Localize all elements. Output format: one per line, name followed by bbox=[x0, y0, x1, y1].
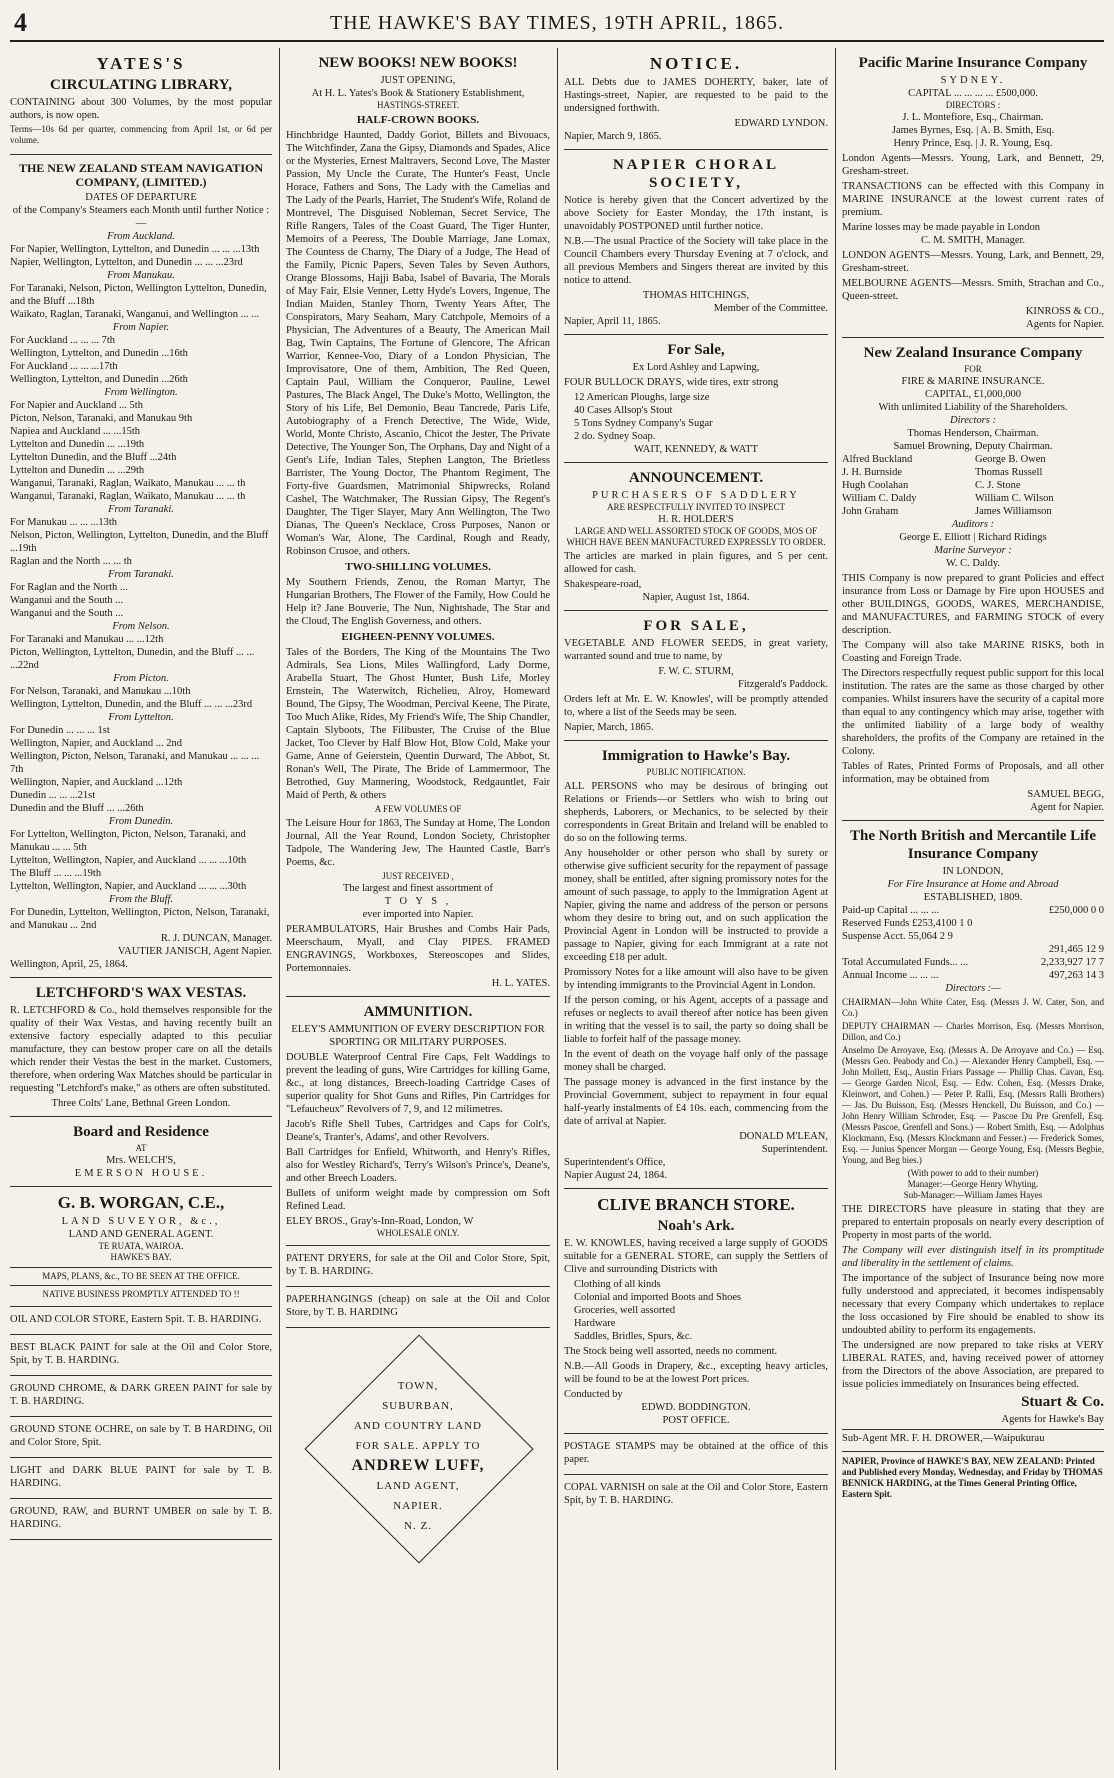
ad-body: The passage money is advanced in the first instance by the Provincial Government, subject to repayment in four equal half-yearly instalments of £4 10s. each, commencing from the date of arrival at Napier. bbox=[564, 1077, 828, 1127]
ad-role: Member of the Committee. bbox=[713, 303, 828, 314]
ad-body: The undersigned are now prepared to take risks at VERY LIBERAL RATES, and, having received power of attorney from the Directors of the above Association, are prepared to issue policies immediately on Insurances being effected. bbox=[842, 1340, 1104, 1390]
ad-title: Pacific Marine Insurance Company bbox=[858, 55, 1088, 71]
schedule-line: Nelson, Picton, Wellington, Lyttelton, Dunedin, and the Bluff ...19th bbox=[10, 530, 269, 554]
schedule-line: Lyttelton and Dunedin ... ...19th bbox=[10, 439, 145, 450]
schedule-line: For Napier and Auckland ... 5th bbox=[10, 400, 143, 411]
ad-line: George E. Elliott | Richard Ridings bbox=[899, 532, 1047, 543]
ad-body: The Company will also take MARINE RISKS, both in Coasting and Foreign Trade. bbox=[842, 640, 1104, 664]
column-rule bbox=[557, 48, 558, 1770]
ad-body: ALL PERSONS who may be desirous of bringing out Relations or Friends—or Settlers who wish to bring out shepherds, Laborers, or Mechanics, to be selected by their correspondents in Great Britain and Ireland will be enabled to do so on the following terms. bbox=[564, 781, 828, 844]
ad-line: POST OFFICE. bbox=[662, 1415, 730, 1426]
book-list: Hinchbridge Haunted, Daddy Goriot, Billets and Bivouacs, The Witchfinder, Zana the Gipsy, Diamonds and Spades, Alice or the Mysteries, Ernest Maltravers, Second Love, The Master Passion, My Uncle the Curate, The Hunter's Feast, Uncle Horace, Fathers and Sons, The Lady with the Camelias and The Lady of the Pearls, Harriet, The Student's Wife, Roland de Montrevel, The Disguised Nobleman, Secret Service, The Rifle Rangers, Tales of the Coast Guard, The Tiger Hunter, Memoirs of a Peeress, The Double Marriage, Jane Lomax, The Countess de Charny, The Diary of a Judge, The Head of the Family, Picnic Papers, Seven Tales by Seven Authors, Orange Blossoms, Hajji Baba, Isabel of Bavaria, The Morals of May Fair, Elsie Venner, Letty Hyde's Lovers, Ingenue, The Indian Maiden, Stanley Thorn, Twenty Years After, The Conspirators, Mary Seaham, Mary Catchpole, Memoirs of a Physician, The Adventures of a Beauty, The American Mail Bag, Twin Captains, The Fortune of Glencore, The African Warrior, Kennee-Voo, Diary of a London Physician, The Improvisatore, One of them, Ambition, The Red Queen, Captain Paul, William the Conqueror, Pauline, Lewel Pastures, The Black Angel, The Duke's Motto, Wellington, the Story of his Life, Bel Demonio, Beau Tancrede, Paris Life, Autobiography of a French Detective, The Wide, Wide, World, Monte Christo, Ascanio, Chicot the Jester, The Private Detective, The Younger Son, The Orphans, Day and Night of a Gent's Life, Indian Tales, Stephen Langton, The Brietless Barrister, The Young Doctor, The Phantom Regiment, The Forty-five Guardsmen, Matrimonial Shipwrecks, Roland Cashel, The Watchmaker, The Russian Gipsy, The Regent's Daughter, The Tiger Slayer, Mary Ann Wellington, The Two Dianas, The Queen's Necklace, Cross Purposes, Nanon or Woman's War, Alone, The Cardinal, Rough and Ready, Robinson Crusoe, and others. bbox=[286, 130, 550, 557]
book-list: Tales of the Borders, The King of the Mountains The Two Admirals, Sea Lions, Miles Wallingford, Lady Dorme, Arabella Stuart, The Ghost Hunter, Bush Life, Morley Ernstein, The Waterwitch, Richelieu, Alroy, Homeward Bound, The Gipsy, The Woodman, Percival Keene, The Pirate, Too Much Alike, Rides, My Friend's Wife, The Ship Chandler, Captain Slyboots, The Filibuster, The Cruise of the Blue Jacket, Too Clever by Half Blow Hot, Blow Cold, Make your Game, Anne of Geierstein, Quentin Durward, The Abbot, St. Ronan's Well, The Pirate, The Bride of Lammermoor, The Betrothed, Guy Mannering, Woodstock, Redgauntlet, Fair Maid of Perth, & others bbox=[286, 647, 550, 801]
ad-body: In the event of death on the voyage half only of the passage money shall be charged. bbox=[564, 1049, 828, 1073]
funds-label: Paid-up Capital ... ... ... bbox=[842, 905, 940, 916]
directors-list: Anselmo De Arroyave, Esq. (Messrs A. De Arroyave and Co.) — Esq. (Messrs Geo. Peabody and Co.) — Alexander Henry Campbell, Esq. — John Mollett, Esq., Austin Friars Passage — Phillip Chas. Cavan, Esq. — George Garden Nicol, Esq. — Edw. Cohen, Esq. (Messrs Drake, Kleinwort, and Cohen.) — Peter P. Ralli, Esq. (Messrs Ralli Brothers) — Jas. Du Buisson, Esq. (Messrs Henckell, Du Buisson, and Co.) — John Henry William Schroder, Esq. — Pascoe Du Pre Grenfell, Esq. (Messrs Pascoe, Grenfell and Sons.) — Robert Smith, Esq. — Adolphus Klockmann, Esq. (Messrs Klockmann and Fesser.) — Frederick Somes, Esq. — Junius Spencer Morgan — George Young, Esq. (Messrs Begbie, Young, and Beg bies.) bbox=[842, 1045, 1104, 1165]
list-item: 2 do. Sydney Soap. bbox=[574, 431, 656, 442]
ad-body: Any householder or other person who shall by surety or otherwise give sufficient security for the repayment of passage money, shall be entitled, after signing promissory notes for the amount of such passage, to apply to the Immigration Agent at Napier, giving the name and address of the person or persons whom they desire to bring out, and on such application the Provincial Agent in London will be instructed to provide a passage to Napier, giving for each Immigrant at a rate not exceeding £18 per adult. bbox=[564, 848, 828, 963]
list-item: 40 Cases Allsop's Stout bbox=[574, 405, 673, 416]
ad-line: With unlimited Liability of the Shareholders. bbox=[878, 402, 1068, 413]
director-name: C. J. Stone bbox=[975, 480, 1021, 491]
ad-line: Sub-Agent MR. F. H. DROWER,—Waipukurau bbox=[842, 1429, 1104, 1445]
steam-navigation-ad bbox=[10, 155, 272, 978]
ad-line: HAWKE'S BAY. bbox=[110, 1252, 172, 1262]
ad-body: THIS Company is now prepared to grant Policies and effect insurance from Loss or Damage by Fire upon HOUSES and other BUILDINGS, GOODS, WARES, MERCHANDISE, and MANUFACTURES, and FARMING STOCK of every description. bbox=[842, 573, 1104, 636]
ad-line: LARGE AND WELL ASSORTED STOCK OF GOODS, MOS OF WHICH HAVE BEEN MANUFACTURED EXPRESSLY TO ORDER. bbox=[566, 526, 826, 547]
ad-body: LIGHT and DARK BLUE PAINT for sale by T. B. HARDING. bbox=[10, 1465, 272, 1489]
ad-line: N. Z. bbox=[404, 1520, 432, 1532]
ad-title: For Sale, bbox=[667, 342, 725, 358]
ad-title: NAPIER CHORAL SOCIETY, bbox=[612, 157, 780, 191]
column-3 bbox=[564, 48, 828, 1770]
schedule-line: Dunedin and the Bluff ... ...26th bbox=[10, 803, 144, 814]
small-ad bbox=[10, 1458, 272, 1499]
patent-dryers-ad bbox=[286, 1246, 550, 1287]
ad-city: IN LONDON, bbox=[942, 866, 1004, 877]
ad-line: Manager:—George Henry Whyting. bbox=[907, 1179, 1039, 1189]
ad-title: FOR SALE, bbox=[643, 618, 749, 634]
schedule-heading: From Taranaki. bbox=[108, 569, 174, 580]
ad-title: NEW BOOKS! NEW BOOKS! bbox=[318, 55, 518, 71]
schedule-line: Lyttelton Dunedin, and the Bluff ...24th bbox=[10, 452, 177, 463]
book-list: The Leisure Hour for 1863, The Sunday at Home, The London Journal, All the Year Round, London Society, Christopher Tadpole, The Wandering Jew, The Haunted Castle, Barr's Poems, &c. bbox=[286, 818, 550, 868]
list-item: 5 Tons Sydney Company's Sugar bbox=[574, 418, 713, 429]
directors-left bbox=[842, 453, 971, 518]
ad-line: ARE RESPECTFULLY INVITED TO INSPECT bbox=[607, 502, 785, 512]
ad-body: PAPERHANGINGS (cheap) on sale at the Oil and Color Store, by T. B. HARDING bbox=[286, 1294, 550, 1318]
ad-body: The Stock being well assorted, needs no comment. bbox=[564, 1346, 778, 1357]
ad-body: GROUND CHROME, & DARK GREEN PAINT for sale by T. B. HARDING. bbox=[10, 1383, 272, 1407]
funds-row bbox=[842, 943, 1104, 956]
funds-label: Suspense Acct. 55,064 2 9 bbox=[842, 931, 953, 942]
postage-ad bbox=[564, 1434, 828, 1475]
small-ad bbox=[10, 1335, 272, 1376]
ad-body: LONDON AGENTS—Messrs. Young, Lark, and Bennett, 29, Gresham-street. bbox=[842, 250, 1104, 274]
section-heading: TWO-SHILLING VOLUMES. bbox=[345, 561, 491, 573]
schedule-line: Wellington, Napier, and Auckland ...12th bbox=[10, 777, 183, 788]
ad-line: FOR bbox=[964, 364, 982, 374]
ad-house: EMERSON HOUSE. bbox=[74, 1168, 208, 1179]
ad-sign: DONALD M'LEAN, bbox=[739, 1131, 828, 1142]
ad-line: T O Y S , bbox=[384, 896, 452, 907]
ad-line: DEPUTY CHAIRMAN — Charles Morrison, Esq. (Messrs Morrison, Dillon, and Co.) bbox=[842, 1021, 1104, 1042]
ad-terms: Terms—10s 6d per quarter, commencing from April 1st, or 6d per volume. bbox=[10, 124, 272, 145]
schedule-line: For Napier, Wellington, Lyttelton, and Dunedin ... ... ...13th bbox=[10, 244, 260, 255]
schedule-line: Wanganui, Taranaki, Raglan, Waikato, Manukau ... ... th bbox=[10, 478, 246, 489]
ad-line: C. M. SMITH, Manager. bbox=[920, 235, 1026, 246]
ad-sign: Stuart & Co. bbox=[1021, 1394, 1104, 1410]
schedule-heading: From Manukau. bbox=[107, 270, 175, 281]
list-item: Hardware bbox=[574, 1318, 616, 1329]
schedule-line: Picton, Wellington, Lyttelton, Dunedin, and the Bluff ... ... ...22nd bbox=[10, 647, 255, 671]
ad-sign: SAMUEL BEGG, bbox=[1027, 789, 1104, 800]
land-sale-text bbox=[286, 1376, 550, 1536]
section-heading: EIGHEEN-PENNY VOLUMES. bbox=[341, 631, 495, 643]
schedule-heading: From Lyttelton. bbox=[108, 712, 174, 723]
ad-line: Thomas Henderson, Chairman. bbox=[907, 428, 1039, 439]
schedule-heading: From Dunedin. bbox=[108, 816, 174, 827]
section-heading: DIRECTORS : bbox=[945, 100, 1001, 110]
ad-body: VEGETABLE AND FLOWER SEEDS, in great variety, warranted sound and true to name, by bbox=[564, 638, 828, 662]
ad-line: Samuel Browning, Deputy Chairman. bbox=[893, 441, 1053, 452]
ad-line: AND COUNTRY LAND bbox=[353, 1420, 483, 1432]
ad-date: Napier, August 1st, 1864. bbox=[642, 592, 750, 603]
ad-role: Agents for Napier. bbox=[1026, 319, 1104, 330]
section-heading: Marine Surveyor : bbox=[934, 545, 1012, 556]
choral-society-ad bbox=[564, 150, 828, 335]
funds-row bbox=[842, 930, 1104, 943]
funds-label bbox=[842, 943, 1049, 956]
ad-body: Tables of Rates, Printed Forms of Proposals, and all other information, may be obtained from bbox=[842, 761, 1104, 785]
list-item: Groceries, well assorted bbox=[574, 1305, 676, 1316]
schedule-line: For Taranaki, Nelson, Picton, Wellington Lyttelton, Dunedin, and the Bluff ...18th bbox=[10, 283, 267, 307]
ad-capital: CAPITAL ... ... ... ... £500,000. bbox=[908, 88, 1038, 99]
schedule-line: Wanganui and the South ... bbox=[10, 608, 124, 619]
schedule-line: Waikato, Raglan, Taranaki, Wanganui, and Wellington ... ... bbox=[10, 309, 259, 320]
masthead bbox=[10, 6, 1104, 42]
ad-line: Ex Lord Ashley and Lapwing, bbox=[632, 362, 760, 373]
ad-sign: KINROSS & CO., bbox=[1025, 306, 1104, 317]
ad-title: New Zealand Insurance Company bbox=[863, 345, 1083, 361]
ad-date: Napier, March 9, 1865. bbox=[564, 131, 662, 142]
ad-date: Napier, April 11, 1865. bbox=[564, 316, 661, 327]
schedule-line: For Dunedin, Lyttelton, Wellington, Picton, Nelson, Taranaki, and Manukau ... 2nd bbox=[10, 907, 270, 931]
ad-title: Immigration to Hawke's Bay. bbox=[601, 748, 791, 764]
schedule-line: Wellington, Picton, Nelson, Taranaki, and Manukau ... ... ... 7th bbox=[10, 751, 260, 775]
schedule-line: For Raglan and the North ... bbox=[10, 582, 128, 593]
ad-body: N.B.—All Goods in Drapery, &c., excepting heavy articles, will be found to be at the lowest Port prices. bbox=[564, 1361, 828, 1385]
list-item: Colonial and imported Boots and Shoes bbox=[574, 1292, 742, 1303]
ad-line: H. R. HOLDER'S bbox=[658, 514, 734, 525]
for-sale-seeds-ad bbox=[564, 611, 828, 741]
schedule-line: For Taranaki and Manukau ... ...12th bbox=[10, 634, 164, 645]
column-rule bbox=[835, 48, 836, 1770]
director-name: J. H. Burnside bbox=[842, 467, 903, 478]
schedule-date: Wellington, April, 25, 1864. bbox=[10, 959, 128, 970]
ad-body: THE DIRECTORS have pleasure in stating that they are prepared to entertain proposals on nearly every description of Property in most parts of the world. bbox=[842, 1204, 1104, 1241]
ad-line: PURCHASERS OF SADDLERY bbox=[592, 490, 800, 501]
schedule-line: Wellington, Lyttelton, and Dunedin ...26th bbox=[10, 374, 188, 385]
for-sale-drays-ad bbox=[564, 335, 828, 463]
pacific-marine-ad bbox=[842, 48, 1104, 338]
ad-sub: For Fire Insurance at Home and Abroad bbox=[887, 879, 1059, 890]
ad-sub: PUBLIC NOTIFICATION. bbox=[646, 767, 746, 777]
funds-amount: 2,233,927 17 7 bbox=[1041, 957, 1104, 968]
ad-role: Agents for Hawke's Bay bbox=[1001, 1414, 1104, 1425]
ad-body: Notice is hereby given that the Concert advertized by the above Society for Easter Monday, the 17th instant, is unavoidably POSTPONED until further notice. bbox=[564, 195, 828, 232]
ad-line: TOWN, bbox=[397, 1380, 439, 1392]
ad-body: DOUBLE Waterproof Central Fire Caps, Felt Waddings to prevent the leading of guns, Wire Cartridges for killing Game, &c., at long distances, Breech-loading Cartridge Cases of superior quality for Shot Guns and Rifles, Pin Cartridges for "Lefaucheux" Revolvers of 7, 9, and 12 milimetres. bbox=[286, 1052, 550, 1115]
schedule-line: Napier, Wellington, Lyttelton, and Dunedin ... ... ...23rd bbox=[10, 257, 243, 268]
schedule-line: For Dunedin ... ... ... 1st bbox=[10, 725, 110, 736]
page-number: 4 bbox=[14, 8, 27, 37]
ad-line: At H. L. Yates's Book & Stationery Establishment, bbox=[311, 88, 525, 99]
ammunition-ad bbox=[286, 997, 550, 1246]
ad-body: N.B.—The usual Practice of the Society will take place in the Council Chambers every Thursday Evening at 7 o'clock, and all previous Members and Singers thereat are invited by this notice to attend. bbox=[564, 236, 828, 286]
ad-line: LAND AGENT, bbox=[376, 1480, 460, 1492]
ad-address: Three Colts' Lane, Bethnal Green London. bbox=[51, 1098, 231, 1109]
schedule-heading: From the Bluff. bbox=[108, 894, 174, 905]
funds-row bbox=[842, 969, 1104, 982]
ad-body: The Directors respectfully request public support for this local institution. The rates are the same as those charged by other companies. Whilst insurers have the security of a capital more than equal to any contingency which may arise, together with the unlimited liability of a large body of wealthy shareholders, the profits of the Company are retained in the Colony. bbox=[842, 668, 1104, 757]
ad-body: The importance of the subject of Insurance being now more fully understood and appreciated, it becomes indispensably necessary that every Company which undertakes to replace the loss occasioned by Fire should be enabled to show its undoubted ability to perform its engagements. bbox=[842, 1273, 1104, 1336]
schedule-line: Lyttelton, Wellington, Napier, and Auckland ... ... ...30th bbox=[10, 881, 247, 892]
ad-body: Bullets of uniform weight made by compression om Soft Refined Lead. bbox=[286, 1188, 550, 1212]
ad-sub: Noah's Ark. bbox=[657, 1218, 735, 1234]
ad-title: ANNOUNCEMENT. bbox=[628, 470, 764, 486]
list-item: 12 American Ploughs, large size bbox=[574, 392, 710, 403]
ad-body: BEST BLACK PAINT for sale at the Oil and Color Store, Spit, by T. B. HARDING. bbox=[10, 1342, 272, 1366]
funds-label: Annual Income ... ... ... bbox=[842, 970, 939, 981]
column-2 bbox=[286, 48, 550, 1770]
goods-list bbox=[564, 1278, 828, 1343]
small-ad bbox=[10, 1417, 272, 1458]
director-name: Alfred Buckland bbox=[842, 454, 913, 465]
ad-body: R. LETCHFORD & Co., hold themselves responsible for the quality of their Wax Vestas, and having recently built an extensive factory especially adapted to this peculiar manufacture, they can bestow proper care on all the details which render their Vestas the best in the market. Customers, therefore, when ordering Wax Matches should be particular in requesting "Letchford's make," as others are often substituted. bbox=[10, 1005, 272, 1094]
schedule-heading: From Taranaki. bbox=[108, 504, 174, 515]
ad-date: Napier, March, 1865. bbox=[564, 722, 654, 733]
schedule-line: For Auckland ... ... ... 7th bbox=[10, 335, 115, 346]
schedule-line: Wellington, Lyttelton, Dunedin, and the Bluff ... ... ...23rd bbox=[10, 699, 253, 710]
director-name: Hugh Coolahan bbox=[842, 480, 909, 491]
ad-line: LAND SUVEYOR, &c., bbox=[61, 1216, 221, 1227]
ad-body: MELBOURNE AGENTS—Messrs. Smith, Strachan and Co., Queen-street. bbox=[842, 278, 1104, 302]
schedule-heading: From Nelson. bbox=[112, 621, 170, 632]
small-ad bbox=[10, 1307, 272, 1335]
schedule-line: Picton, Nelson, Taranaki, and Manukau 9th bbox=[10, 413, 193, 424]
director-name: William C. Daldy bbox=[842, 493, 917, 504]
ad-est: ESTABLISHED, 1809. bbox=[923, 892, 1023, 903]
ad-title: LETCHFORD'S WAX VESTAS. bbox=[35, 985, 247, 1001]
schedule-line: Napiea and Auckland ... ...15th bbox=[10, 426, 141, 437]
ad-sign: F. W. C. STURM, bbox=[658, 666, 734, 677]
schedule-line: Wanganui, Taranaki, Raglan, Waikato, Manukau ... ... th bbox=[10, 491, 246, 502]
ad-title: G. B. WORGAN, C.E., bbox=[57, 1193, 225, 1212]
ad-body: ALL Debts due to JAMES DOHERTY, baker, late of Hastings-street, Napier, are requested to be paid to the undersigned forthwith. bbox=[564, 77, 828, 114]
ad-sign: WAIT, KENNEDY, & WATT bbox=[634, 444, 758, 455]
ad-line: CHAIRMAN—John White Cater, Esq. (Messrs J. W. Cater, Son, and Co.) bbox=[842, 997, 1104, 1018]
new-books-ad bbox=[286, 48, 550, 997]
ad-title: CLIVE BRANCH STORE. bbox=[597, 1195, 795, 1214]
immigration-ad bbox=[564, 741, 828, 1189]
directors-right bbox=[975, 453, 1104, 518]
ad-line: NATIVE BUSINESS PROMPTLY ATTENDED TO !! bbox=[10, 1285, 272, 1300]
ad-body: The Company will ever distinguish itself in its promptitude and liberality in the settlement of claims. bbox=[842, 1245, 1104, 1269]
signoff-agent: VAUTIER JANISCH, Agent Napier. bbox=[117, 946, 272, 957]
ad-sign: THOMAS HITCHINGS, bbox=[642, 290, 750, 301]
ad-line: SUBURBAN, bbox=[382, 1400, 454, 1412]
ad-line: Sub-Manager:—William James Hayes bbox=[903, 1190, 1043, 1200]
ad-sign: EDWD. BODDINGTON. bbox=[641, 1402, 751, 1413]
section-heading: A FEW VOLUMES OF bbox=[374, 804, 462, 814]
column-1 bbox=[10, 48, 272, 1770]
dates-heading: DATES OF DEPARTURE bbox=[85, 192, 197, 203]
ad-body: POSTAGE STAMPS may be obtained at the office of this paper. bbox=[564, 1441, 828, 1465]
funds-amount: 497,263 14 3 bbox=[1048, 970, 1104, 981]
funds-amount: £250,000 0 0 bbox=[1048, 905, 1104, 916]
ad-body: GROUND STONE OCHRE, on sale by T. B HARDING, Oil and Color Store, Spit. bbox=[10, 1424, 272, 1448]
ad-line: James Byrnes, Esq. | A. B. Smith, Esq. bbox=[891, 125, 1055, 136]
schedule-line: Lyttelton, Wellington, Napier, and Auckland ... ... ...10th bbox=[10, 855, 247, 866]
ad-role: Superintendent. bbox=[761, 1144, 828, 1155]
schedule-line: Raglan and the North ... ... th bbox=[10, 556, 132, 567]
ad-title: AMMUNITION. bbox=[363, 1004, 473, 1020]
imprint: NAPIER, Province of HAWKE'S BAY, NEW ZEALAND: Printed and Published every Monday, Wednesday, and Friday by THOMAS BENNICK HARDING, at the Times General Printing Office, Eastern Spit. bbox=[842, 1456, 1103, 1499]
schedule-heading: From Auckland. bbox=[107, 231, 175, 242]
ad-sign: ELEY BROS., Gray's-Inn-Road, London, W bbox=[286, 1216, 474, 1227]
ad-body: FOUR BULLOCK DRAYS, wide tires, extr strong bbox=[564, 377, 779, 388]
ad-body: Jacob's Rifle Shell Tubes, Cartridges and Caps for Colt's, Deane's, Tranter's, Adams', and other Revolvers. bbox=[286, 1119, 550, 1143]
dates-intro: of the Company's Steamers each Month until further Notice :— bbox=[12, 205, 270, 229]
funds-table bbox=[842, 904, 1104, 982]
column-4 bbox=[842, 48, 1104, 1770]
ad-body: Promissory Notes for a like amount will also have to be given by intending immigrants to the Provincial Agent in London. bbox=[564, 967, 828, 991]
ad-line: Marine losses may be made payable in London bbox=[842, 222, 1040, 233]
letchford-ad bbox=[10, 978, 272, 1117]
ad-line: (With power to add to their number) bbox=[907, 1168, 1039, 1178]
ad-line: FOR SALE. APPLY TO bbox=[355, 1440, 481, 1452]
funds-label: Total Accumulated Funds... ... bbox=[842, 957, 969, 968]
funds-amount: 291,465 12 9 bbox=[1048, 944, 1104, 955]
schedule-heading: From Wellington. bbox=[104, 387, 178, 398]
section-heading: Directors :— bbox=[945, 983, 1001, 994]
ad-body: COPAL VARNISH on sale at the Oil and Color Store, Eastern Spit, by T. B. HARDING. bbox=[564, 1482, 828, 1506]
list-item: Saddles, Bridles, Spurs, &c. bbox=[574, 1331, 693, 1342]
schedule-line: For Lyttelton, Wellington, Picton, Nelson, Taranaki, and Manukau ... ... 5th bbox=[10, 829, 246, 853]
ad-line: ever imported into Napier. bbox=[362, 909, 474, 920]
newspaper-title: THE HAWKE'S BAY TIMES, 19TH APRIL, 1865. bbox=[329, 12, 785, 34]
ad-body: Ball Cartridges for Enfield, Whitworth, and Henry's Rifles, also for Westley Richard's, Terry's Wilson's Prince's, Deane's, and other Breech Loaders. bbox=[286, 1147, 550, 1184]
section-heading: HALF-CROWN BOOKS. bbox=[356, 114, 480, 126]
ad-line: FIRE & MARINE INSURANCE. bbox=[901, 376, 1045, 387]
ad-body: TRANSACTIONS can be effected with this Company in MARINE INSURANCE at the lowest current rates of premium. bbox=[842, 181, 1104, 218]
ad-body: If the person coming, or his Agent, accepts of a passage and refuses or neglects to avail thereof after notice has been given in writing that the vessel is to sail, the party so doing shall be liable to forfeit half of the passage money. bbox=[564, 995, 828, 1045]
funds-row bbox=[842, 956, 1104, 969]
departure-schedule bbox=[10, 230, 272, 932]
funds-label: Reserved Funds £253,4100 1 0 bbox=[842, 918, 973, 929]
small-ad bbox=[10, 1499, 272, 1540]
ad-line: JUST OPENING, bbox=[380, 75, 456, 86]
schedule-heading: From Napier. bbox=[112, 322, 170, 333]
ad-body: GROUND, RAW, and BURNT UMBER on sale by T. B. HARDING. bbox=[10, 1506, 272, 1530]
ad-sign: EDWARD LYNDON. bbox=[734, 118, 828, 129]
book-list: My Southern Friends, Zenou, the Roman Martyr, The Hungarian Brothers, The Flower of the Family, How Could he Help it? Jane Bouverie, The Nun, Nightshade, The Star and the Cloud, The English Governess, and others. bbox=[286, 577, 550, 627]
schedule-line: For Manukau ... ... ...13th bbox=[10, 517, 118, 528]
ad-line: Henry Prince, Esq. | J. R. Young, Esq. bbox=[893, 138, 1053, 149]
land-sale-ad bbox=[286, 1338, 550, 1578]
ad-title: The North British and Mercantile Life Insurance Company bbox=[850, 828, 1096, 862]
ad-line: TE RUATA, WAIROA. bbox=[98, 1241, 184, 1251]
director-name: James Williamson bbox=[975, 506, 1052, 517]
signoff-manager: R. J. DUNCAN, Manager. bbox=[160, 933, 272, 944]
worgan-ad bbox=[10, 1187, 272, 1307]
ad-title: THE NEW ZEALAND STEAM NAVIGATION COMPANY, (LIMITED.) bbox=[18, 161, 264, 189]
north-british-ad bbox=[842, 821, 1104, 1452]
ad-line: The largest and finest assortment of bbox=[343, 883, 493, 894]
ad-line: Superintendent's Office, bbox=[564, 1157, 666, 1168]
ad-line: Shakespeare-road, bbox=[564, 579, 642, 590]
ad-body: CONTAINING about 300 Volumes, by the most popular authors, is now open. bbox=[10, 97, 272, 121]
ad-sign: H. L. YATES. bbox=[491, 978, 550, 989]
schedule-line: Lyttelton and Dunedin ... ...29th bbox=[10, 465, 145, 476]
ad-at: AT bbox=[135, 1143, 147, 1153]
schedule-line: Wellington, Napier, and Auckland ... 2nd bbox=[10, 738, 182, 749]
ad-city: SYDNEY. bbox=[940, 75, 1006, 86]
directors-list bbox=[842, 453, 1104, 518]
director-name: Thomas Russell bbox=[975, 467, 1043, 478]
ad-subtitle: CIRCULATING LIBRARY, bbox=[49, 77, 232, 93]
ad-line: CAPITAL, £1,000,000 bbox=[925, 389, 1021, 400]
ad-title: YATES'S bbox=[96, 54, 186, 73]
schedule-line: For Nelson, Taranaki, and Manukau ...10th bbox=[10, 686, 191, 697]
ad-date: Napier August 24, 1864. bbox=[564, 1170, 667, 1181]
yates-library-ad bbox=[10, 48, 272, 155]
ad-name: Mrs. WELCH'S, bbox=[106, 1155, 176, 1166]
copal-ad bbox=[564, 1475, 828, 1515]
announcement-ad bbox=[564, 463, 828, 611]
schedule-line: For Auckland ... ... ...17th bbox=[10, 361, 118, 372]
ad-body: PATENT DRYERS, for sale at the Oil and Color Store, Spit, by T. B. HARDING. bbox=[286, 1253, 550, 1277]
ad-body: Orders left at Mr. E. W. Knowles', will be promptly attended to, where a list of the Seeds may be seen. bbox=[564, 694, 828, 718]
ad-role: Agent for Napier. bbox=[1030, 802, 1104, 813]
paperhangings-ad bbox=[286, 1287, 550, 1328]
ad-line: J. L. Montefiore, Esq., Chairman. bbox=[902, 112, 1044, 123]
ad-body: London Agents—Messrs. Young, Lark, and Bennett, 29, Gresham-street. bbox=[842, 153, 1104, 177]
ad-line: HASTINGS-STREET. bbox=[376, 100, 460, 110]
ad-line: JUST RECEIVED , bbox=[382, 871, 454, 881]
list-item: Clothing of all kinds bbox=[574, 1279, 661, 1290]
schedule-line: The Bluff ... ... ...19th bbox=[10, 868, 102, 879]
ad-body: PERAMBULATORS, Hair Brushes and Combs Hair Pads, Meerschaum, Myall, and Clay PIPES. FRAMED ENGRAVINGS, Workboxes, Stereoscopes and Slides, Portemonnaies. bbox=[286, 924, 550, 974]
ad-line: Conducted by bbox=[564, 1389, 623, 1400]
nz-insurance-ad bbox=[842, 338, 1104, 821]
ad-line: WHOLESALE ONLY. bbox=[376, 1228, 460, 1238]
harding-small-ads bbox=[10, 1307, 272, 1540]
ad-line: W. C. Daldy. bbox=[945, 558, 1001, 569]
ad-line: LAND AND GENERAL AGENT. bbox=[68, 1229, 214, 1240]
ad-body: OIL AND COLOR STORE, Eastern Spit. T. B. HARDING. bbox=[10, 1314, 262, 1325]
schedule-line: Wanganui and the South ... bbox=[10, 595, 124, 606]
section-heading: Directors : bbox=[950, 415, 996, 426]
ad-body: E. W. KNOWLES, having received a large supply of GOODS suitable for a GENERAL STORE, can supply the Settlers of Clive and surrounding Districts with bbox=[564, 1238, 828, 1275]
ad-line: MAPS, PLANS, &c., TO BE SEEN AT THE OFFICE. bbox=[10, 1267, 272, 1282]
ad-line: NAPIER. bbox=[393, 1500, 443, 1512]
director-name: John Graham bbox=[842, 506, 899, 517]
board-residence-ad bbox=[10, 1117, 272, 1187]
director-name: William C. Wilson bbox=[975, 493, 1054, 504]
schedule-line: Dunedin ... ... ...21st bbox=[10, 790, 96, 801]
ad-sub: ELEY'S AMMUNITION OF EVERY DESCRIPTION FOR SPORTING OR MILITARY PURPOSES. bbox=[291, 1024, 545, 1048]
ad-title: NOTICE. bbox=[649, 54, 743, 73]
clive-store-ad bbox=[564, 1189, 828, 1434]
schedule-heading: From Picton. bbox=[113, 673, 169, 684]
ad-title: Board and Residence bbox=[73, 1124, 209, 1140]
ad-place: Fitzgerald's Paddock. bbox=[738, 679, 828, 690]
funds-row bbox=[842, 904, 1104, 917]
ad-body: The articles are marked in plain figures, and 5 per cent. allowed for cash. bbox=[564, 551, 828, 575]
schedule-line: Wellington, Lyttelton, and Dunedin ...16th bbox=[10, 348, 188, 359]
funds-row bbox=[842, 917, 1104, 930]
small-ad bbox=[10, 1376, 272, 1417]
notice-ad bbox=[564, 48, 828, 150]
column-rule bbox=[279, 48, 280, 1770]
ad-line: ANDREW LUFF, bbox=[351, 1457, 485, 1474]
director-name: George B. Owen bbox=[975, 454, 1046, 465]
section-heading: Auditors : bbox=[951, 519, 995, 530]
goods-list bbox=[564, 391, 828, 443]
